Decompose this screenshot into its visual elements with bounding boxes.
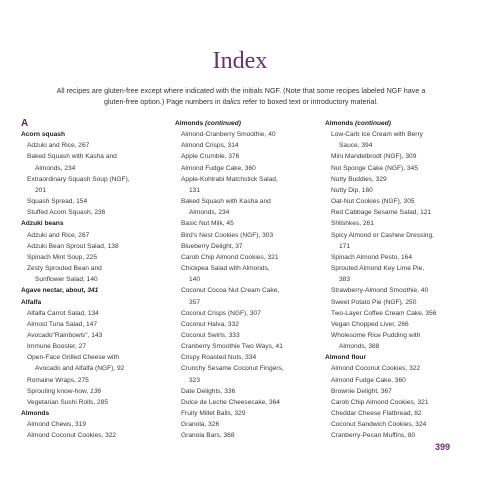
index-subentry-continuation xyxy=(175,185,320,196)
entry-text: Brownie Delight, 367 xyxy=(331,387,392,395)
entry-text: Cranberry Smoothie Two Ways, 41 xyxy=(181,343,283,351)
index-subentry xyxy=(325,230,470,241)
entry-text: Baked Squash with Kasha and xyxy=(27,153,117,161)
entry-text: Sauce, 394 xyxy=(339,142,373,150)
index-subentry xyxy=(175,408,320,419)
entry-text: Crispy Roasted Nuts, 334 xyxy=(181,354,257,362)
entry-text: Bird's Nest Cookies (NGF), 303 xyxy=(181,231,274,239)
entry-text: 131 xyxy=(189,186,201,194)
entry-text: Almonds xyxy=(325,120,356,127)
index-subentry xyxy=(175,140,320,151)
entry-italic-ref: (continued) xyxy=(205,120,241,127)
index-main-entry xyxy=(21,218,166,229)
index-main-entry xyxy=(175,118,320,129)
entry-text: Granola, 326 xyxy=(181,421,220,429)
index-subentry xyxy=(325,375,470,386)
index-subentry xyxy=(325,207,470,218)
entry-text: 201 xyxy=(35,186,47,194)
entry-text: Fruity Millet Balls, 329 xyxy=(181,410,246,418)
index-subentry xyxy=(21,241,166,252)
index-subentry xyxy=(175,285,320,296)
entry-text: Almost Tuna Salad, 147 xyxy=(27,320,98,328)
index-subentry xyxy=(325,252,470,263)
entry-text: Coconut Sandwich Cookies, 324 xyxy=(331,421,427,429)
entry-text: Date Delights, 336 xyxy=(181,387,236,395)
entry-text: Wholesome Rice Pudding with xyxy=(331,331,421,339)
entry-text: Adzuki Bean Sprout Salad, 138 xyxy=(27,242,119,250)
entry-text: Sprouting know-how, xyxy=(27,387,91,395)
index-subentry xyxy=(325,163,470,174)
entry-text: Basic Nut Milk, 45 xyxy=(181,220,234,228)
index-subentry xyxy=(325,174,470,185)
index-subentry-continuation xyxy=(175,297,320,308)
index-subentry xyxy=(21,375,166,386)
entry-text: Granola Bars, 368 xyxy=(181,432,235,440)
index-subentry xyxy=(325,218,470,229)
index-subentry xyxy=(325,408,470,419)
index-subentry xyxy=(21,386,166,397)
index-subentry xyxy=(175,352,320,363)
entry-text: Spinach Mint Soup, 225 xyxy=(27,253,98,261)
index-subentry xyxy=(21,151,166,162)
entry-text: Alfalfa Carrot Salad, 134 xyxy=(27,309,99,317)
index-subentry xyxy=(325,330,470,341)
index-subentry xyxy=(21,230,166,241)
entry-text: 171 xyxy=(339,242,351,250)
index-subentry xyxy=(175,163,320,174)
entry-text: Almond Coconut Cookies, 322 xyxy=(331,365,421,373)
index-subentry-continuation xyxy=(21,163,166,174)
index-section-letter xyxy=(21,118,166,129)
index-subentry xyxy=(325,308,470,319)
entry-text: Spicy Almond or Cashew Dressing, xyxy=(331,231,434,239)
entry-text: Apple-Kohlrabi Matchstick Salad, xyxy=(181,175,278,183)
index-subentry xyxy=(21,174,166,185)
entry-text: Almond Crisps, 314 xyxy=(181,142,239,150)
entry-text: Coconut Cocoa Nut Cream Cake, xyxy=(181,287,280,295)
entry-text: Carob Chip Almond Cookies, 321 xyxy=(331,398,429,406)
index-subentry xyxy=(175,174,320,185)
entry-text: Almond flour xyxy=(325,354,367,362)
entry-text: Immune Booster, 27 xyxy=(27,343,87,351)
index-main-entry xyxy=(21,285,166,296)
index-main-entry xyxy=(21,408,166,419)
index-subentry xyxy=(21,419,166,430)
index-subentry xyxy=(21,140,166,151)
intro-note xyxy=(55,86,427,107)
index-subentry xyxy=(325,419,470,430)
index-subentry xyxy=(325,285,470,296)
index-subentry xyxy=(21,196,166,207)
index-subentry xyxy=(21,308,166,319)
intro-italic-word: italics xyxy=(222,96,241,106)
index-subentry xyxy=(175,308,320,319)
index-subentry xyxy=(175,129,320,140)
entry-text: Strawberry-Almond Smoothie, 40 xyxy=(331,287,429,295)
entry-text: Almonds, 388 xyxy=(339,343,380,351)
entry-text: Almond-Cranberry Smoothie, 40 xyxy=(181,131,276,139)
entry-text: Avocado"Rainbowls", 143 xyxy=(27,331,103,339)
entry-text: Almond Fudge Cake, 360 xyxy=(331,376,406,384)
entry-text: Spinach Almond Pesto, 164 xyxy=(331,253,413,261)
index-subentry xyxy=(175,397,320,408)
entry-text: Mini Mandelbrodt (NGF), 309 xyxy=(331,153,417,161)
index-subentry xyxy=(21,207,166,218)
index-subentry xyxy=(325,151,470,162)
index-subentry xyxy=(325,386,470,397)
index-column-2 xyxy=(175,118,320,442)
index-subentry xyxy=(175,263,320,274)
entry-text: A xyxy=(21,118,29,129)
entry-text: 357 xyxy=(189,298,201,306)
index-subentry-continuation xyxy=(325,341,470,352)
entry-text: Adzuki beans xyxy=(21,220,64,228)
entry-text: Squash Spread, 154 xyxy=(27,198,88,206)
intro-text: All recipes are gluten-free except where indicated with the initials NGF. (Note that some recipes labeled NGF have a gluten-free option.) Page numbers in xyxy=(56,86,426,106)
index-subentry xyxy=(175,319,320,330)
index-column-3 xyxy=(325,118,470,442)
index-subentry xyxy=(21,319,166,330)
entry-text: 140 xyxy=(189,276,201,284)
page-number: 399 xyxy=(434,442,450,452)
index-main-entry xyxy=(325,352,470,363)
index-subentry xyxy=(21,263,166,274)
entry-text: Cheddar Cheese Flatbread, 82 xyxy=(331,410,422,418)
entry-text: Adzuki and Rice, 267 xyxy=(27,142,90,150)
entry-text: Vegan Chopped Liver, 266 xyxy=(331,320,409,328)
entry-italic-ref: 136 xyxy=(90,387,102,395)
entry-text: Almond Fudge Cake, 360 xyxy=(181,164,256,172)
entry-text: Sunflower Salad, 140 xyxy=(35,276,98,284)
index-subentry xyxy=(175,241,320,252)
entry-text: Coconut Halva, 332 xyxy=(181,320,239,328)
page-title: Index xyxy=(212,48,268,74)
index-subentry xyxy=(21,352,166,363)
entry-text: Alfalfa xyxy=(21,298,42,306)
index-subentry xyxy=(175,230,320,241)
index-subentry xyxy=(175,196,320,207)
entry-text: 383 xyxy=(339,276,351,284)
index-subentry-continuation xyxy=(325,140,470,151)
index-subentry xyxy=(325,297,470,308)
entry-text: Avocado and Alfalfa (NGF), 92 xyxy=(35,365,125,373)
entry-text: Zesty Sprouted Bean and xyxy=(27,265,102,273)
entry-text: Almond Coconut Cookies, 322 xyxy=(27,432,117,440)
index-subentry xyxy=(175,330,320,341)
index-subentry xyxy=(175,341,320,352)
index-subentry xyxy=(175,386,320,397)
entry-italic-ref: (continued) xyxy=(355,120,391,127)
index-subentry xyxy=(325,397,470,408)
entry-text: Almonds xyxy=(21,410,50,418)
entry-text: Almonds, 234 xyxy=(189,209,230,217)
index-subentry-continuation xyxy=(21,274,166,285)
index-subentry xyxy=(325,263,470,274)
entry-text: Almond Chews, 319 xyxy=(27,421,87,429)
index-main-entry xyxy=(325,118,470,129)
entry-italic-ref: 341 xyxy=(87,287,99,295)
entry-text: Vegetarian Sushi Rolls, 285 xyxy=(27,398,109,406)
index-subentry-continuation xyxy=(325,274,470,285)
entry-text: Two-Layer Coffee Cream Cake, 356 xyxy=(331,309,437,317)
index-subentry xyxy=(325,185,470,196)
entry-text: Red Cabbage Sesame Salad, 121 xyxy=(331,209,432,217)
index-subentry-continuation xyxy=(21,185,166,196)
entry-text: Dulce de Leche Cheesecake, 364 xyxy=(181,398,280,406)
entry-text: Crunchy Sesame Coconut Fingers, xyxy=(181,365,284,373)
entry-text: 323 xyxy=(189,376,201,384)
index-subentry xyxy=(21,341,166,352)
entry-text: Nutty Buddies, 329 xyxy=(331,175,387,183)
entry-text: Carob Chip Almond Cookies, 321 xyxy=(181,253,279,261)
index-subentry xyxy=(325,319,470,330)
entry-text: Stuffed Acorn Squash, 236 xyxy=(27,209,106,217)
entry-text: Nut Sponge Cake (NGF), 345 xyxy=(331,164,418,172)
entry-text: Nutty Dip, 160 xyxy=(331,186,373,194)
entry-text: Coconut Swirls, 333 xyxy=(181,331,240,339)
entry-text: Chickpea Salad with Almonds, xyxy=(181,265,270,273)
index-subentry xyxy=(325,430,470,441)
index-subentry-continuation xyxy=(175,207,320,218)
entry-text: Sprouted Almond Key Lime Pie, xyxy=(331,265,425,273)
index-subentry xyxy=(175,363,320,374)
index-subentry xyxy=(21,430,166,441)
entry-text: Sweet Potato Pie (NGF), 250 xyxy=(331,298,417,306)
entry-text: Shlishkes, 261 xyxy=(331,220,374,228)
entry-text: Cranberry-Pecan Muffins, 80 xyxy=(331,432,416,440)
entry-text: Baked Squash with Kasha and xyxy=(181,198,271,206)
entry-text: Apple Crumble, 376 xyxy=(181,153,240,161)
index-main-entry xyxy=(21,129,166,140)
entry-text: Coconut Crisps (NGF), 307 xyxy=(181,309,261,317)
index-subentry xyxy=(175,218,320,229)
entry-text: Oat-Nut Cookies (NGF), 305 xyxy=(331,198,415,206)
entry-text: Romaine Wraps, 275 xyxy=(27,376,89,384)
index-subentry-continuation xyxy=(175,274,320,285)
entry-text: Agave nectar, about, xyxy=(21,287,88,295)
intro-text-end: refer to boxed text or introductory material. xyxy=(240,96,379,106)
entry-text: Open-Face Grilled Cheese with xyxy=(27,354,119,362)
index-subentry-continuation xyxy=(21,363,166,374)
entry-text: Extraordinary Squash Soup (NGF), xyxy=(27,175,130,183)
index-subentry xyxy=(325,129,470,140)
index-subentry xyxy=(21,397,166,408)
index-subentry xyxy=(175,252,320,263)
entry-text: Blueberry Delight, 37 xyxy=(181,242,243,250)
entry-text: Low-Carb Ice Cream with Berry xyxy=(331,131,423,139)
index-subentry xyxy=(175,419,320,430)
index-subentry xyxy=(21,252,166,263)
index-subentry xyxy=(325,363,470,374)
entry-text: Almonds xyxy=(175,120,206,127)
index-subentry xyxy=(325,196,470,207)
entry-text: Almonds, 234 xyxy=(35,164,76,172)
index-subentry xyxy=(21,330,166,341)
index-subentry xyxy=(175,151,320,162)
index-subentry-continuation xyxy=(175,375,320,386)
entry-text: Adzuki and Rice, 267 xyxy=(27,231,90,239)
index-column-1 xyxy=(21,118,166,442)
entry-text: Acorn squash xyxy=(21,131,65,139)
index-subentry xyxy=(175,430,320,441)
index-main-entry xyxy=(21,297,166,308)
index-subentry-continuation xyxy=(325,241,470,252)
